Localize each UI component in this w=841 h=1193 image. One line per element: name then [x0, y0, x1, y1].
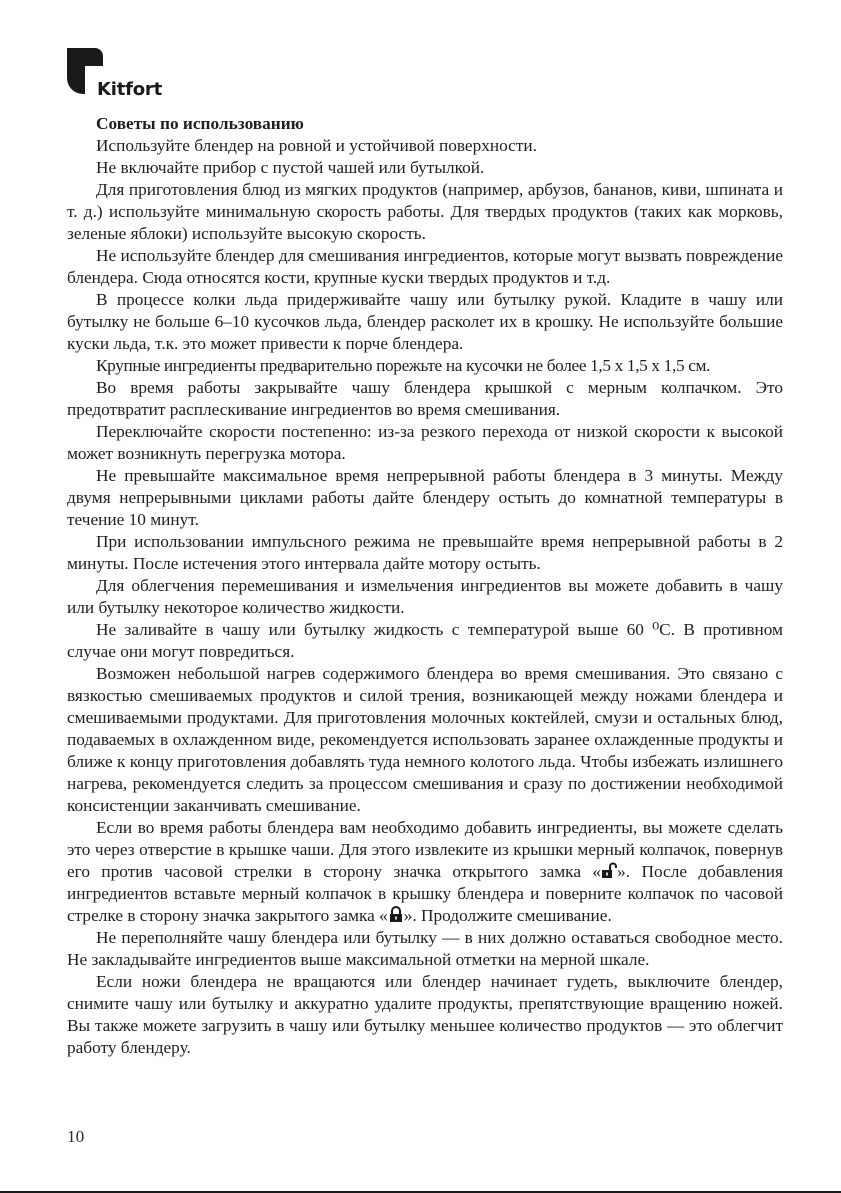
paragraph: Крупные ингредиенты предварительно порежьте на кусочки не более 1,5 х 1,5 х 1,5 см.: [96, 356, 711, 375]
paragraph: В процессе колки льда придерживайте чашу или бутылку рукой. Кладите в чашу или бутылку не больше 6–10 кусочков льда, блендер расколет их в крошку. Не используйте большие куски льда, т.к. это может привести к порче блендера.: [67, 290, 783, 353]
paragraph: Не используйте блендер для смешивания ингредиентов, которые могут вызвать повреждение блендера. Сюда относятся кости, крупные куски твердых продуктов и т.д.: [67, 246, 783, 287]
lock-instructions-paragraph: [67, 817, 783, 927]
brand-name: Kitfort: [97, 79, 163, 100]
usage-tips-section: [67, 113, 783, 1059]
paragraph: Не превышайте максимальное время непрерывной работы блендера в 3 минуты. Между двумя непрерывными циклами работы дайте блендеру остыть до комнатной температуры в течение 10 минут.: [67, 466, 783, 529]
paragraph: Для облегчения перемешивания и измельчения ингредиентов вы можете добавить в чашу или бутылку некоторое количество жидкости.: [67, 576, 783, 617]
paragraph: Если ножи блендера не вращаются или блендер начинает гудеть, выключите блендер, снимите чашу или бутылку и аккуратно удалите продукты, препятствующие вращению ножей. Вы также можете загрузить в чашу или бутылку меньшее количество продуктов — это облегчит работу блендеру.: [67, 972, 783, 1057]
paragraph: Переключайте скорости постепенно: из-за резкого перехода от низкой скорости к высокой может возникнуть перегрузка мотора.: [67, 422, 783, 463]
open-lock-icon: [601, 862, 617, 879]
paragraph: Не заливайте в чашу или бутылку жидкость с температурой выше 60 ⁰С. В противном случае они могут повредиться.: [67, 620, 783, 661]
paragraph: Не включайте прибор с пустой чашей или бутылкой.: [96, 158, 485, 177]
lock-text-part3: ». Продолжите смешивание.: [403, 906, 612, 925]
page-number: 10: [67, 1127, 85, 1146]
lock-text-part2: ». После добавления ингредиентов вставьте мерный колпачок в крышку блендера и поверните колпачок по часовой стрелке в сторону значка закрытого замка «: [67, 862, 784, 925]
paragraph: Во время работы закрывайте чашу блендера крышкой с мерным колпачком. Это предотвратит расплескивание ингредиентов во время смешивания.: [67, 378, 783, 419]
lock-text-part1: Если во время работы блендера вам необходимо добавить ингредиенты, вы можете сделать это через отверстие в крышке чаши. Для этого извлеките из крышки мерный колпачок, повернув его против часовой стрелки в сторону значка открытого замка «: [67, 818, 783, 881]
paragraph: При использовании импульсного режима не превышайте время непрерывной работы в 2 минуты. После истечения этого интервала дайте мотору остыть.: [67, 532, 783, 573]
paragraph: Используйте блендер на ровной и устойчивой поверхности.: [96, 136, 537, 155]
paragraph: Возможен небольшой нагрев содержимого блендера во время смешивания. Это связано с вязкостью смешиваемых продуктов и силой трения, возникающей между ножами блендера и смешиваемыми продуктами. Для приготовления молочных коктейлей, смузи и остальных блюд, подаваемых в охлажденном виде, рекомендуется использовать заранее охлажденные продукты и ближе к концу приготовления добавлять туда немного колотого льда. Чтобы избежать излишнего нагрева, рекомендуется следить за процессом смешивания и сразу по достижении необходимой консистенции заканчивать смешивание.: [67, 664, 783, 815]
paragraph: Для приготовления блюд из мягких продуктов (например, арбузов, бананов, киви, шпината и т. д.) используйте минимальную скорость работы. Для твердых продуктов (таких как морковь, зеленые яблоки) используйте высокую скорость.: [67, 180, 783, 243]
section-heading: Советы по использованию: [96, 114, 304, 133]
paragraph: Не переполняйте чашу блендера или бутылку — в них должно оставаться свободное место. Не закладывайте ингредиентов выше максимальной отметки на мерной шкале.: [67, 928, 783, 969]
closed-lock-icon: [388, 906, 404, 923]
